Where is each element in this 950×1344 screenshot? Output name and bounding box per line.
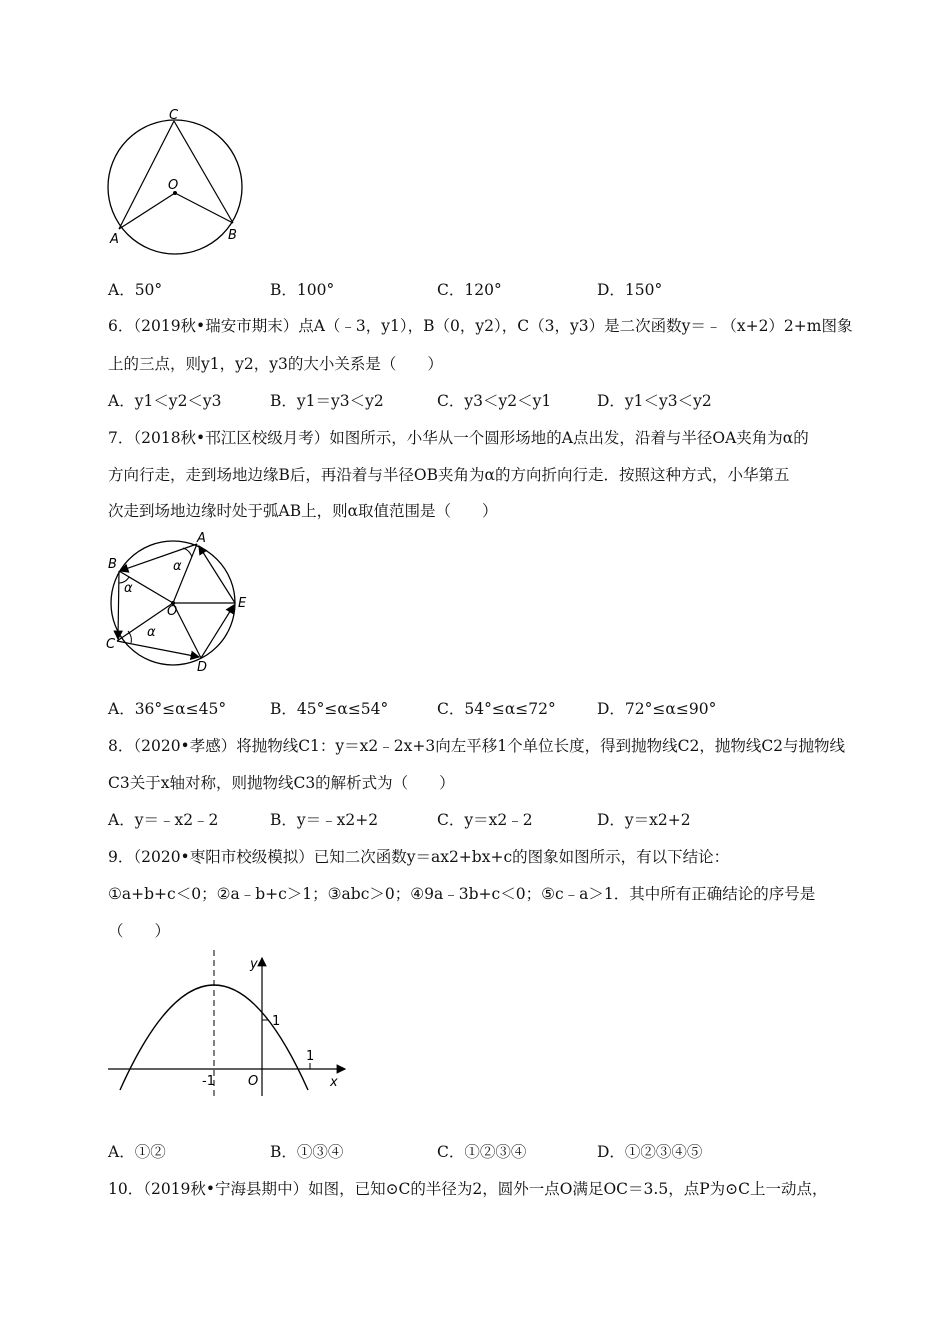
q9-option-c: C．①②③④: [437, 1143, 527, 1161]
q9-option-d: D．①②③④⑤: [597, 1143, 703, 1161]
q9-label-o: O: [248, 1074, 259, 1089]
q6-line-1: 6．（2019秋•瑞安市期末）点A（﹣3，y1），B（0，y2），C（3，y3）是二次函数y＝﹣（x+2）2+m图象: [108, 317, 853, 335]
q5-option-d: D．150°: [597, 281, 663, 299]
q9-label-x: x: [330, 1075, 338, 1090]
q9-option-a: A．①②: [108, 1143, 166, 1161]
q9-tick-x-neg1: -1: [202, 1074, 215, 1089]
q8-line-2: C3关于x轴对称，则抛物线C3的解析式为（ ）: [108, 774, 455, 792]
q7-label-alpha-3: α: [147, 625, 156, 640]
q6-option-b: B．y1＝y3＜y2: [270, 392, 384, 410]
q7-line-2: 方向行走，走到场地边缘B后，再沿着与半径OB夹角为α的方向折向行走．按照这种方式，小华第五: [108, 466, 790, 484]
q9-option-b: B．①③④: [270, 1143, 344, 1161]
q7-label-alpha-2: α: [124, 581, 133, 596]
q9-tick-x-1: 1: [306, 1049, 315, 1064]
q5-label-b: B: [228, 228, 237, 243]
q7-label-o: O: [167, 604, 178, 619]
q8-option-a: A．y＝﹣x2﹣2: [108, 811, 219, 829]
q7-line-1: 7．（2018秋•邗江区校级月考）如图所示，小华从一个圆形场地的A点出发，沿着与半径OA夹角为α的: [108, 429, 809, 447]
q9-line-2: ①a+b+c＜0；②a﹣b+c＞1；③abc＞0；④9a﹣3b+c＜0；⑤c﹣a＞1．其中所有正确结论的序号是: [108, 885, 816, 903]
q5-circle-figure: [100, 105, 250, 255]
q8-option-b: B．y＝﹣x2+2: [270, 811, 379, 829]
q7-walk-figure: [100, 528, 260, 678]
q6-option-a: A．y1＜y2＜y3: [108, 392, 222, 410]
q7-label-alpha-1: α: [173, 559, 182, 574]
q7-option-c: C．54°≤α≤72°: [437, 700, 556, 718]
q5-option-c: C．120°: [437, 281, 502, 299]
q7-label-d: D: [197, 660, 208, 675]
q5-option-a: A．50°: [108, 281, 163, 299]
q6-option-d: D．y1＜y3＜y2: [597, 392, 712, 410]
q7-line-3: 次走到场地边缘时处于弧AB上，则α取值范围是（ ）: [108, 502, 498, 520]
q7-label-b: B: [108, 557, 117, 572]
q7-option-b: B．45°≤α≤54°: [270, 700, 389, 718]
q5-label-a: A: [110, 232, 119, 247]
q10-line-1: 10．（2019秋•宁海县期中）如图，已知⊙C的半径为2，圆外一点O满足OC＝3.5，点P为⊙C上一动点，: [108, 1180, 828, 1198]
q5-label-o: O: [168, 178, 179, 193]
q9-line-1: 9．（2020•枣阳市校级模拟）已知二次函数y＝ax2+bx+c的图象如图所示，有以下结论：: [108, 848, 730, 866]
q8-option-c: C．y＝x2﹣2: [437, 811, 533, 829]
q9-line-3: （ ）: [108, 922, 171, 940]
q9-parabola-graph: [100, 950, 360, 1100]
q9-tick-y-1: 1: [272, 1014, 281, 1029]
q7-option-a: A．36°≤α≤45°: [108, 700, 227, 718]
q6-line-2: 上的三点，则y1，y2，y3的大小关系是（ ）: [108, 355, 443, 373]
q7-label-c: C: [106, 637, 116, 652]
q7-label-a: A: [197, 531, 206, 546]
q5-option-b: B．100°: [270, 281, 335, 299]
q8-option-d: D．y＝x2+2: [597, 811, 691, 829]
q7-option-d: D．72°≤α≤90°: [597, 700, 717, 718]
q5-label-c: C: [169, 108, 179, 123]
q6-option-c: C．y3＜y2＜y1: [437, 392, 552, 410]
q7-label-e: E: [238, 596, 247, 611]
q9-label-y: y: [250, 957, 258, 972]
q8-line-1: 8．（2020•孝感）将抛物线C1：y＝x2﹣2x+3向左平移1个单位长度，得到抛物线C2，抛物线C2与抛物线: [108, 737, 846, 755]
